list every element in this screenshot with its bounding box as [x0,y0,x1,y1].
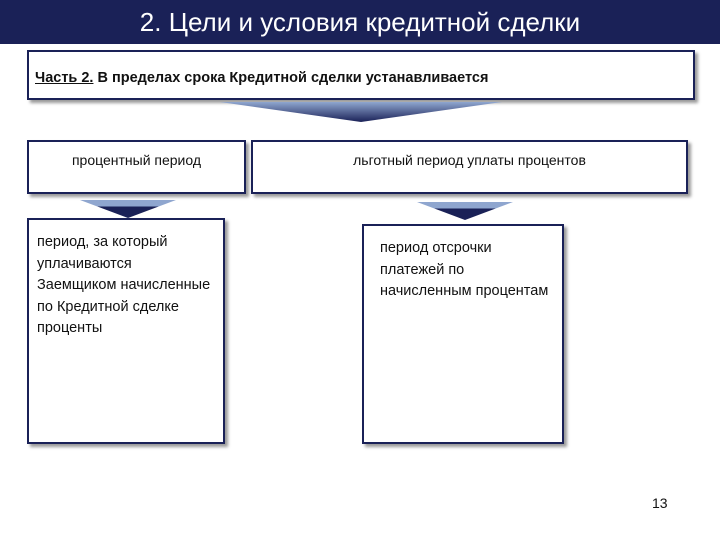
grace-period-description [362,224,564,444]
right-arrow [417,202,513,222]
part-label: Часть 2. [35,70,94,86]
slide-title [0,0,720,44]
grace-period-label: льготный период уплаты процентов [353,152,586,168]
interest-period-description [27,218,225,444]
left-arrow [80,200,176,220]
page-number: 13 [652,495,668,511]
grace-period-description-text: период отсрочки платежей по начисленным процентам [380,240,549,299]
grace-period-box [251,140,688,194]
header-box [27,50,695,100]
interest-period-box [27,140,246,194]
header-arrow [220,102,502,124]
interest-period-description-text: период, за который уплачиваются Заемщиком начисленные по Кредитной сделке проценты [37,234,211,336]
slide-title-text: 2. Цели и условия кредитной сделки [139,6,581,37]
interest-period-label: процентный период [71,152,202,168]
header-text: В пределах срока Кредитной сделки устанавливается [93,70,489,86]
